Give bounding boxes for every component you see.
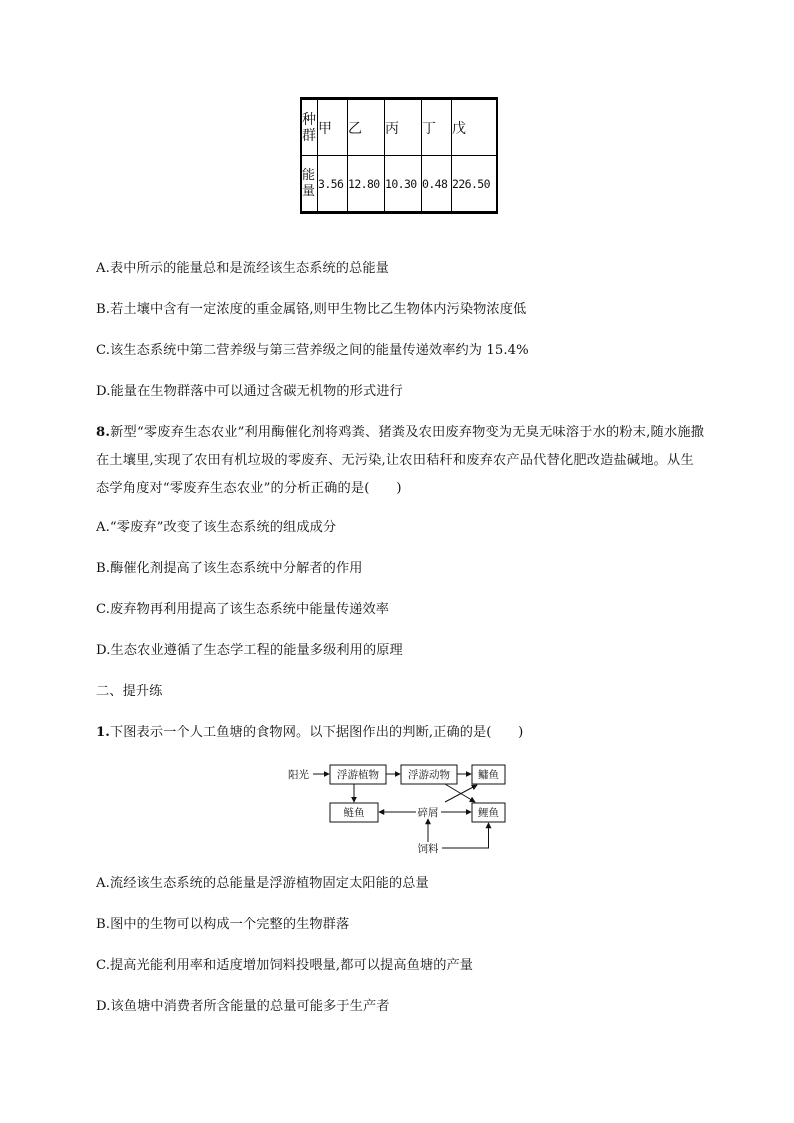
- carp-label: 鲤鱼: [478, 807, 499, 819]
- detritus-label: 碎屑: [417, 807, 439, 819]
- table-cell-species: 戊: [452, 99, 498, 156]
- table-cell-energy: 12.80: [348, 156, 385, 213]
- silver-label: 鲢鱼: [343, 807, 365, 819]
- energy-table: [300, 97, 498, 214]
- table-cell-species: 丙: [385, 99, 422, 156]
- q8-option-b: B.酶催化剂提高了该生态系统中分解者的作用: [96, 561, 363, 576]
- q8-option-c: C.废弃物再利用提高了该生态系统中能量传递效率: [96, 602, 390, 617]
- table-row-label: 种群: [301, 99, 318, 156]
- bighead-label: 鳙鱼: [478, 769, 499, 781]
- table-cell-species: 甲: [318, 99, 348, 156]
- q1-option-d: D.该鱼塘中消费者所含能量的总量可能多于生产者: [96, 999, 390, 1014]
- food-web-diagram: [285, 760, 515, 856]
- table-cell-energy: 226.50: [452, 156, 498, 213]
- table-cell-energy: 10.30: [385, 156, 422, 213]
- q8-stem: [96, 419, 706, 503]
- q7-option-a: A.表中所示的能量总和是流经该生态系统的总能量: [96, 261, 389, 276]
- q8-number: 8.: [96, 425, 111, 440]
- q7-option-d: D.能量在生物群落中可以通过含碳无机物的形式进行: [96, 384, 403, 399]
- q8-stem-text: 新型“零废弃生态农业”利用酶催化剂将鸡粪、猪粪及农田废弃物变为无臭无味溶于水的粉末,随水施撒在土壤里,实现了农田有机垃圾的零废弃、无污染,让农田秸秆和废弃农产品代替化肥改造盐碱地。从生态学角度对“零废弃生态农业”的分析正确的是( ): [96, 425, 705, 496]
- phyto-label: 浮游植物: [337, 769, 379, 781]
- sun-label: 阳光: [288, 769, 309, 781]
- table-cell-species: 乙: [348, 99, 385, 156]
- q1-stem: [96, 723, 523, 743]
- q1-option-a: A.流经该生态系统的总能量是浮游植物固定太阳能的总量: [96, 876, 429, 891]
- q1-stem-text: 下图表示一个人工鱼塘的食物网。以下据图作出的判断,正确的是( ): [109, 725, 524, 740]
- table-header-row: [301, 99, 497, 156]
- feed-label: 饲料: [417, 843, 439, 855]
- table-cell-energy: 0.48: [422, 156, 452, 213]
- q1-option-b: B.图中的生物可以构成一个完整的生物群落: [96, 917, 350, 932]
- zoo-label: 浮游动物: [408, 769, 450, 781]
- table-row-label: 能量: [301, 156, 318, 213]
- q1-number: 1.: [96, 725, 110, 740]
- table-value-row: [301, 156, 497, 213]
- q1-option-c: C.提高光能利用率和适度增加饲料投喂量,都可以提高鱼塘的产量: [96, 958, 474, 973]
- section-title: 二、提升练: [96, 684, 163, 699]
- q8-option-d: D.生态农业遵循了生态学工程的能量多级利用的原理: [96, 643, 403, 658]
- table-cell-energy: 3.56: [318, 156, 348, 213]
- q7-option-c: C.该生态系统中第二营养级与第三营养级之间的能量传递效率约为 15.4%: [96, 343, 529, 358]
- table-cell-species: 丁: [422, 99, 452, 156]
- q7-option-b: B.若土壤中含有一定浓度的重金属铬,则甲生物比乙生物体内污染物浓度低: [96, 302, 527, 317]
- q8-option-a: A.“零废弃”改变了该生态系统的组成成分: [96, 520, 337, 535]
